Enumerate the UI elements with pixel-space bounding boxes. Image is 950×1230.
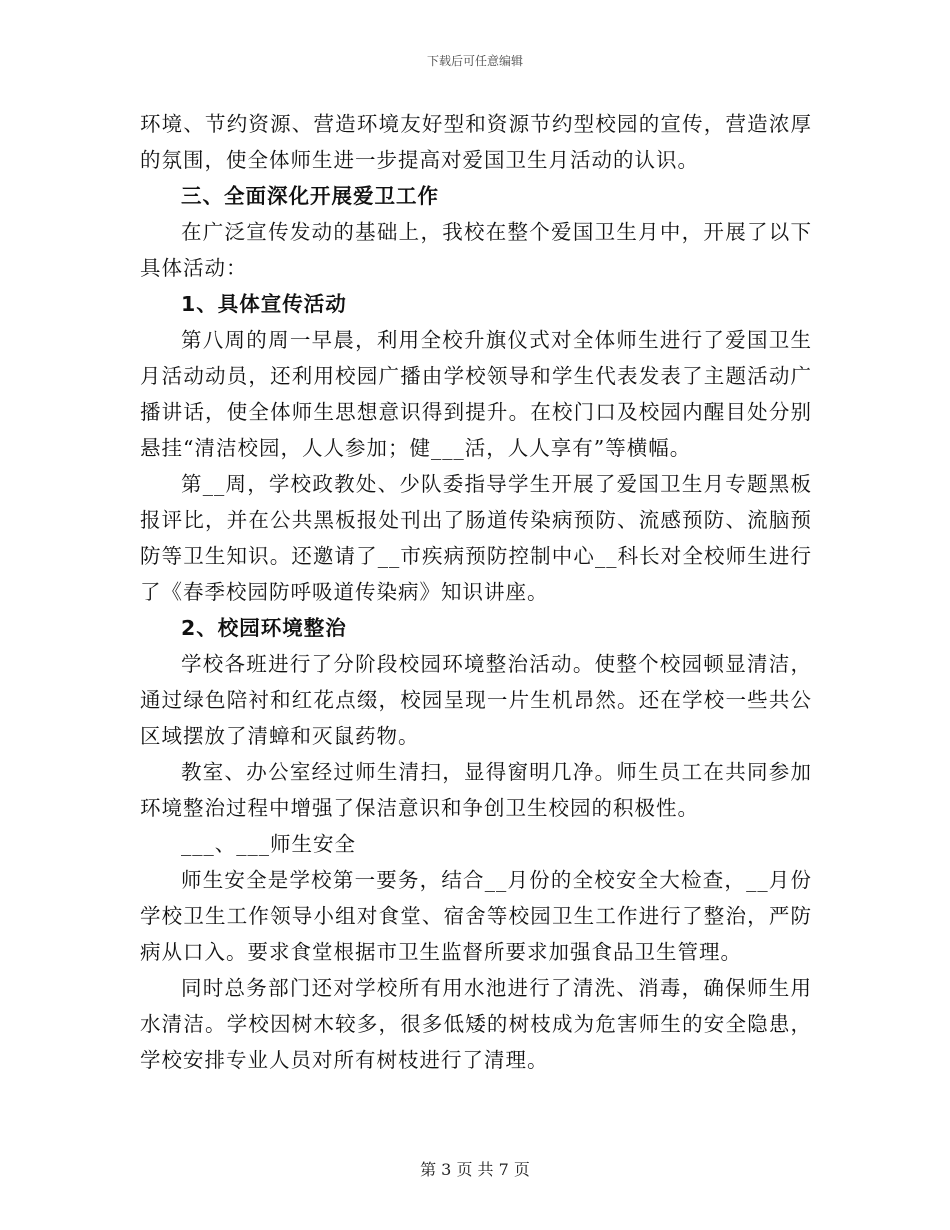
section-heading-3: 三、全面深化开展爱卫工作 — [181, 184, 439, 208]
paragraph-continuation: 环境、节约资源、营造环境友好型和资源节约型校园的宣传，营造浓厚的氛围，使全体师生进一步提高对爱国卫生月活动的认识。 — [140, 112, 812, 172]
paragraph-intro: 在广泛宣传发动的基础上，我校在整个爱国卫生月中，开展了以下具体活动： — [140, 220, 812, 280]
header-note: 下载后可任意编辑 — [426, 54, 523, 68]
paragraph-environment-2: 教室、办公室经过师生清扫，显得窗明几净。师生员工在共同参加环境整治过程中增强了保洁意识和争创卫生校园的积极性。 — [140, 760, 812, 820]
paragraph-publicity-1: 第八周的周一早晨，利用全校升旗仪式对全体师生进行了爱国卫生月活动动员，还利用校园广播由学校领导和学生代表发表了主题活动广播讲话，使全体师生思想意识得到提升。在校门口及校园内醒目处分别悬挂“清洁校园，人人参加；健___活，人人享有”等横幅。 — [140, 328, 812, 460]
subheading-publicity: 1、具体宣传活动 — [181, 292, 347, 316]
page-number: 第 3 页 共 7 页 — [420, 1160, 530, 1179]
paragraph-safety-1: 师生安全是学校第一要务，结合__月份的全校安全大检查，__月份学校卫生工作领导小组对食堂、宿舍等校园卫生工作进行了整治，严防病从口入。要求食堂根据市卫生监督所要求加强食品卫生管理。 — [140, 868, 812, 964]
document-body — [140, 106, 812, 1078]
paragraph-environment-1: 学校各班进行了分阶段校园环境整治活动。使整个校园顿显清洁，通过绿色陪衬和红花点缀，校园呈现一片生机昂然。还在学校一些共公区域摆放了清蟑和灭鼠药物。 — [140, 652, 812, 748]
paragraph-publicity-2: 第__周，学校政教处、少队委指导学生开展了爱国卫生月专题黑板报评比，并在公共黑板报处刊出了肠道传染病预防、流感预防、流脑预防等卫生知识。还邀请了__市疾病预防控制中心__科长对全校师生进行了《春季校园防呼吸道传染病》知识讲座。 — [140, 472, 812, 604]
paragraph-safety-2: 同时总务部门还对学校所有用水池进行了清洗、消毒，确保师生用水清洁。学校因树木较多，很多低矮的树枝成为危害师生的安全隐患，学校安排专业人员对所有树枝进行了清理。 — [140, 976, 812, 1072]
subheading-environment: 2、校园环境整治 — [181, 616, 347, 640]
subheading-safety: ___、___师生安全 — [181, 832, 356, 856]
